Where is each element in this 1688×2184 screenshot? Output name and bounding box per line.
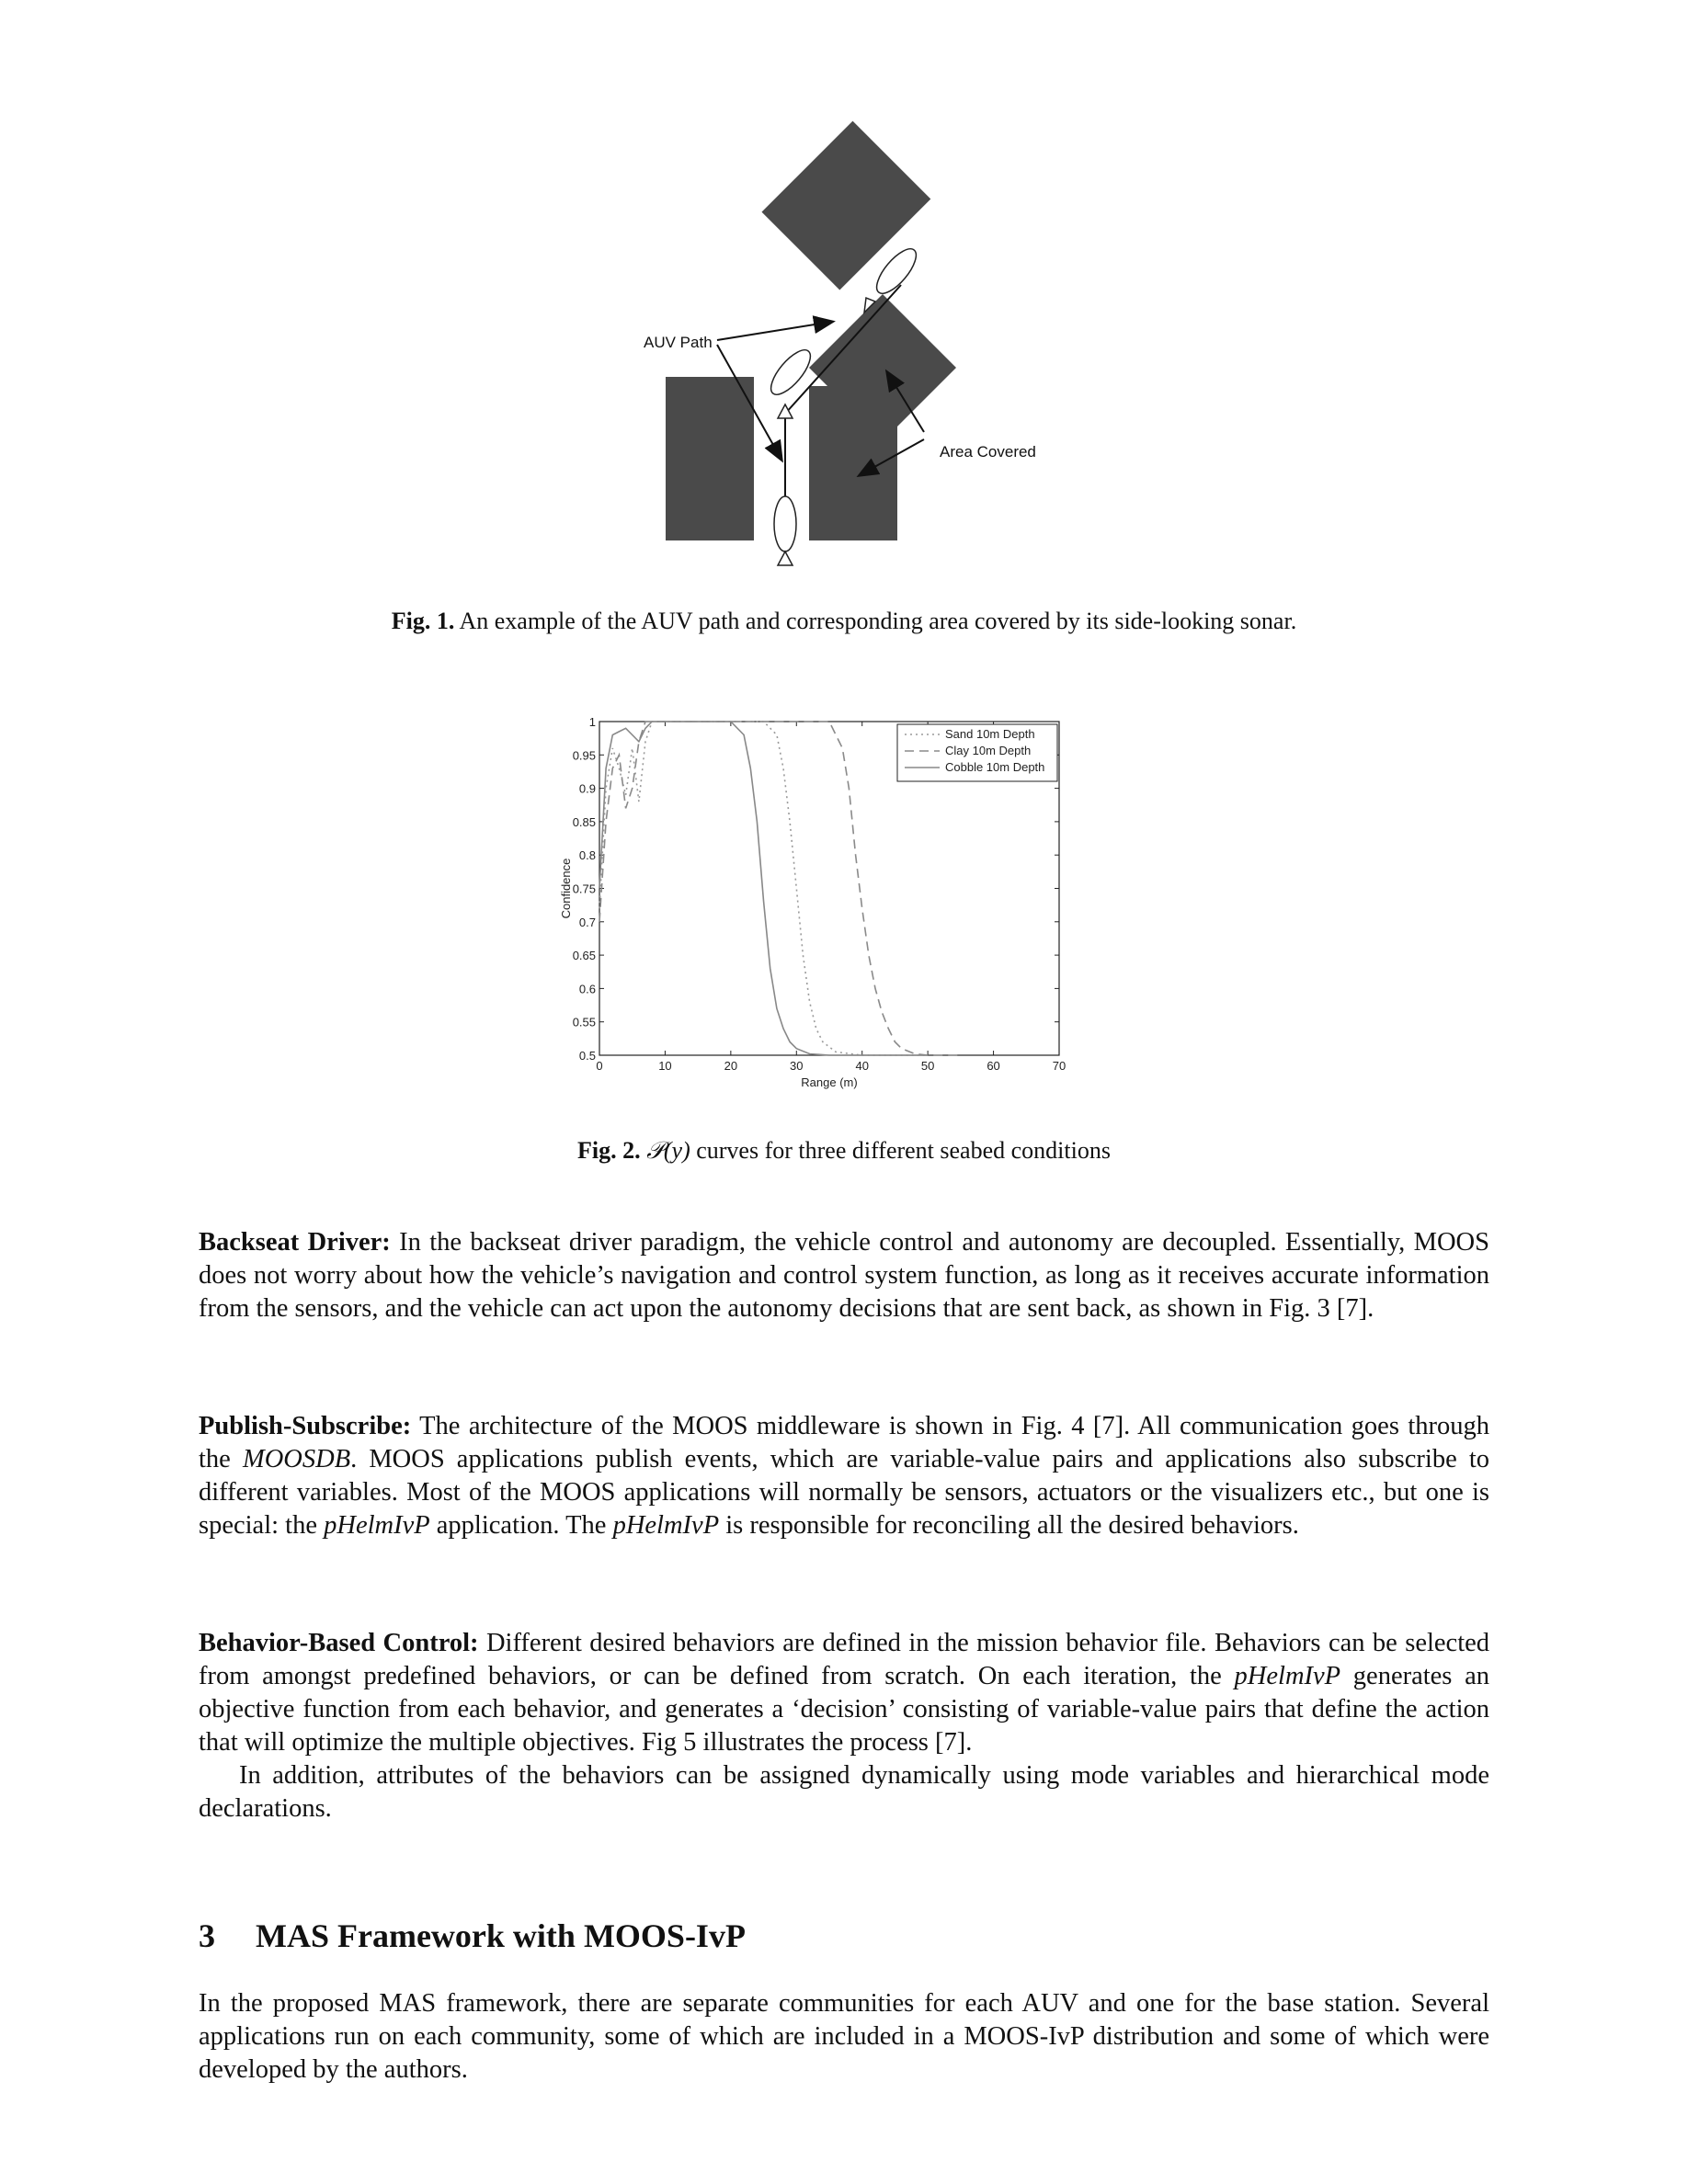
series-line-solid	[599, 722, 928, 1055]
y-tick-label: 0.75	[572, 882, 596, 896]
figure-1-diagram	[607, 184, 1085, 588]
paragraph-head: Publish-Subscribe:	[199, 1412, 412, 1440]
x-tick-label: 0	[596, 1059, 603, 1073]
paragraph-publish-subscribe	[199, 1410, 1489, 1542]
section-number: 3	[199, 1917, 215, 1954]
x-tick-label: 50	[920, 1059, 935, 1073]
auv-bottom-icon	[774, 496, 796, 565]
paragraph-text: is responsible for reconciling all the desired behaviors.	[725, 1511, 1299, 1540]
figure-2-caption-math: 𝒫(y)	[646, 1137, 690, 1164]
y-tick-label: 0.95	[572, 748, 596, 763]
section-heading	[199, 1917, 746, 1955]
paragraph-text: application. The	[436, 1511, 607, 1540]
series-line-dotted	[599, 722, 928, 1055]
y-tick-label: 0.55	[572, 1015, 596, 1029]
section-title: MAS Framework with MOOS-IvP	[256, 1917, 746, 1954]
x-tick-label: 20	[724, 1059, 738, 1073]
y-axis-label: Confidence	[559, 858, 573, 919]
figure-1-caption	[0, 607, 1688, 636]
paragraph-text: In the backseat driver paradigm, the vehicle control and autonomy are decoupled. Essentially, MOOS does not worry about how the vehicle’s navigation and control system function, as long as it receives accurate information from the sensors, and the vehicle can act upon the autonomy decisions that are sent back, as shown in Fig. 3 [7].	[199, 1228, 1489, 1323]
x-tick-label: 60	[987, 1059, 1000, 1073]
figure-1-caption-label: Fig. 1.	[391, 608, 455, 634]
paragraph-text: Different desired behaviors are defined in the mission behavior file. Behaviors can be selected from amongst predefined behaviors, or can be defined from scratch. On each iteration, the	[199, 1629, 1490, 1690]
paragraph-text: . MOOS applications publish events, which are variable-value pairs and applications also subscribe to different variables. Most of the MOOS applications will normally be sensors, actuators or the visualizers etc., but one is special: the	[199, 1445, 1490, 1540]
y-tick-label: 0.85	[572, 814, 596, 829]
x-tick-label: 30	[790, 1059, 804, 1073]
paragraph-section-3-intro	[199, 1987, 1489, 2087]
y-tick-label: 0.65	[572, 949, 596, 963]
legend-entry: Cobble 10m Depth	[945, 760, 1045, 774]
phelmivp-term: pHelmIvP	[324, 1511, 430, 1540]
y-tick-label: 0.5	[578, 1049, 596, 1063]
legend-entry: Clay 10m Depth	[945, 744, 1032, 757]
phelmivp-term: pHelmIvP	[612, 1511, 720, 1540]
auv-path-label: AUV Path	[644, 334, 713, 351]
paragraph-backseat-driver	[199, 1226, 1489, 1325]
y-tick-label: 0.6	[578, 982, 596, 996]
y-tick-label: 0.9	[578, 781, 596, 796]
y-tick-label: 1	[588, 715, 596, 729]
x-tick-label: 40	[855, 1059, 869, 1073]
paragraph-text: The architecture of the MOOS middleware is shown in Fig. 4 [7]. All communication goes through the	[199, 1412, 1489, 1473]
figure-2-chart	[559, 708, 1085, 1112]
covered-area-bottom-right	[809, 386, 897, 540]
paragraph-text: In addition, attributes of the behaviors can be assigned dynamically using mode variables and hierarchical mode declarations.	[199, 1761, 1489, 1823]
area-covered-label: Area Covered	[940, 443, 1036, 461]
figure-2-caption-text: curves for three different seabed conditions	[696, 1137, 1111, 1164]
y-tick-label: 0.8	[578, 848, 596, 863]
figure-1-caption-text: An example of the AUV path and corresponding area covered by its side-looking sonar.	[459, 608, 1297, 634]
covered-area-bottom-left	[666, 377, 754, 540]
paragraph-behavior-based-control	[199, 1627, 1489, 1826]
y-tick-label: 0.7	[578, 915, 596, 929]
paragraph-head: Backseat Driver:	[199, 1228, 391, 1257]
x-axis-label: Range (m)	[801, 1075, 858, 1089]
figure-2-caption-label: Fig. 2.	[577, 1137, 641, 1164]
paragraph-text: In the proposed MAS framework, there are separate communities for each AUV and one for the base station. Several applications run on each community, some of which are included in a MOOS-IvP distribution and some of which were developed by the authors.	[199, 1989, 1489, 2084]
auv-path-arrow-1	[717, 322, 832, 340]
phelmivp-term: pHelmIvP	[1234, 1662, 1341, 1690]
x-tick-label: 70	[1052, 1059, 1066, 1073]
figure-2-caption	[0, 1136, 1688, 1166]
paragraph-head: Behavior-Based Control:	[199, 1629, 479, 1657]
moosdb-term: MOOSDB	[242, 1445, 351, 1473]
paragraph-text: generates an objective function from each behavior, and generates a ‘decision’ consisting of variable-value pairs that define the action that will optimize the multiple objectives. Fig 5 illustrates the process [7].	[199, 1662, 1490, 1757]
x-tick-label: 10	[658, 1059, 672, 1073]
legend-entry: Sand 10m Depth	[945, 727, 1035, 741]
